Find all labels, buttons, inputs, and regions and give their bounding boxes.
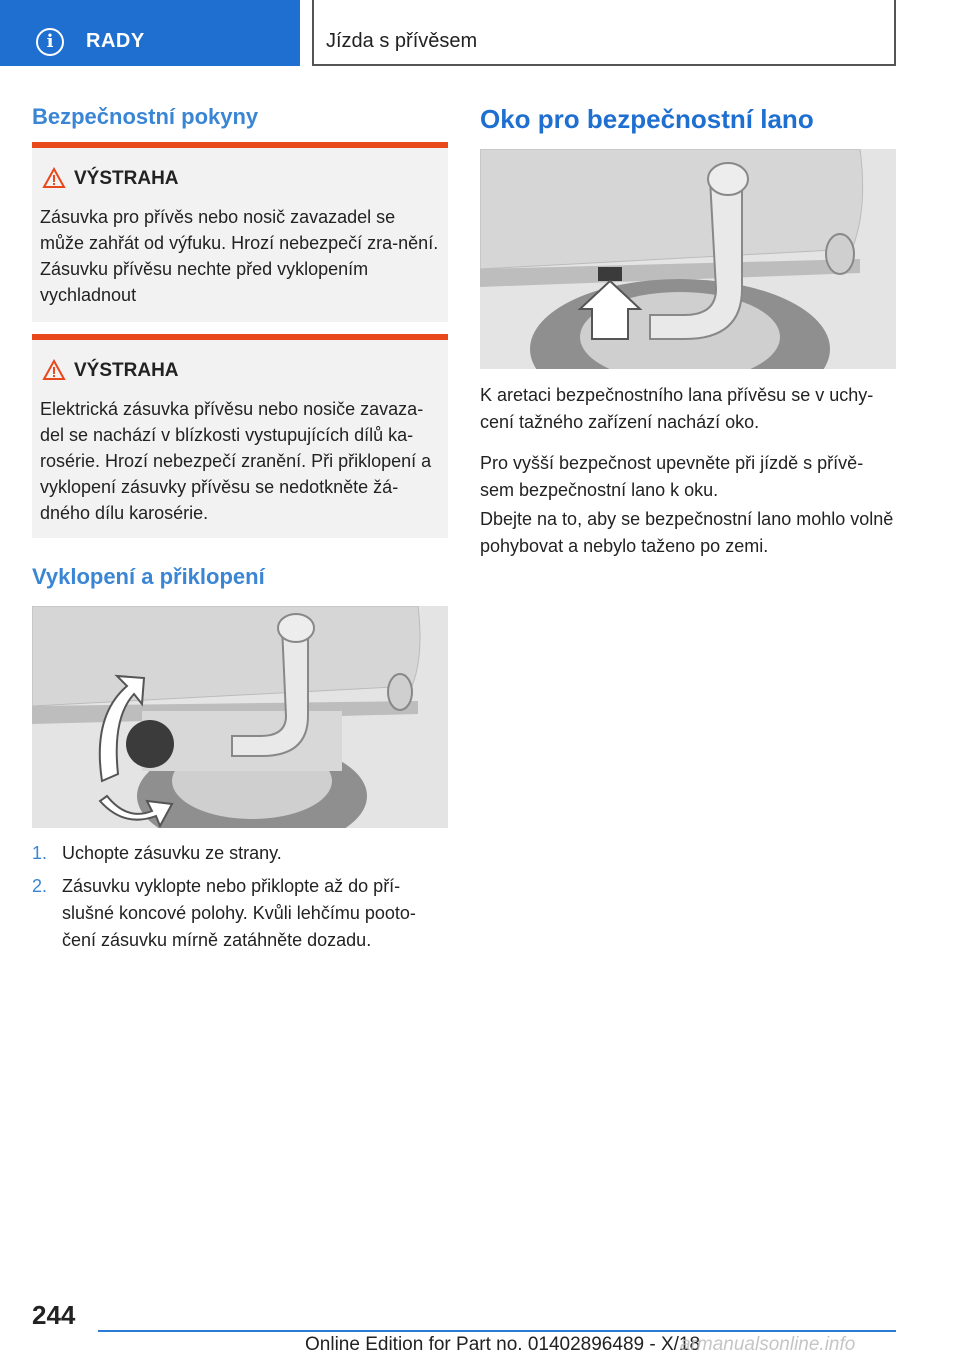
- step-number: 1.: [32, 843, 48, 863]
- steps-list: [32, 840, 448, 960]
- step-item: [32, 873, 448, 954]
- step-number: 2.: [32, 876, 48, 896]
- warning-triangle-icon: [42, 167, 66, 189]
- warning-box-1: [32, 142, 448, 322]
- info-icon: i: [36, 28, 64, 56]
- heading-safety: Bezpečnostní pokyny: [32, 104, 259, 129]
- page-number: 244: [32, 1300, 76, 1330]
- safety-eye-illustration: [480, 149, 896, 369]
- step-text: Uchopte zásuvku ze strany.: [62, 843, 282, 863]
- warning-triangle-icon: [42, 359, 66, 381]
- section-tab[interactable]: [0, 0, 300, 66]
- warning-text-2: Elektrická zásuvka přívěsu nebo nosiče zavaza-del se nachází v blízkosti vystupujících dílů ka-rosérie. Hrozí nebezpečí zranění. Při přiklopení a vyklopení zásuvky přívěsu se nedotkněte žá-dného dílu karosérie.: [40, 399, 432, 523]
- chapter-title: Jízda s přívěsem: [326, 30, 478, 52]
- edition-text: Online Edition for Part no. 01402896489 - X/18: [305, 1334, 701, 1355]
- warning-title-1: VÝSTRAHA: [74, 168, 440, 196]
- heading-fold: Vyklopení a přiklopení: [32, 564, 265, 589]
- watermark: armanualsonline.info: [680, 1334, 856, 1355]
- step-item: [32, 840, 448, 867]
- chapter-tab[interactable]: [312, 0, 896, 66]
- warning-box-2: [32, 334, 448, 538]
- section-label: RADY: [86, 30, 145, 52]
- step-text: Zásuvku vyklopte nebo přiklopte až do pří-slušné koncové polohy. Kvůli lehčímu pooto-čení zásuvku mírně zatáhněte dozadu.: [62, 876, 416, 950]
- tow-socket-illustration: [32, 606, 448, 828]
- footer-divider: [98, 1330, 896, 1332]
- paragraph-1: K aretaci bezpečnostního lana přívěsu se v uchy-cení tažného zařízení nachází oko.: [480, 385, 874, 432]
- warning-title-2: VÝSTRAHA: [74, 360, 440, 388]
- paragraph-3: Dbejte na to, aby se bezpečnostní lano mohlo volně pohybovat a nebylo taženo po zemi.: [480, 509, 894, 556]
- heading-safety-eye: Oko pro bezpečnostní lano: [480, 104, 814, 134]
- paragraph-2: Pro vyšší bezpečnost upevněte při jízdě s přívě-sem bezpečnostní lano k oku.: [480, 453, 864, 500]
- warning-text-1: Zásuvka pro přívěs nebo nosič zavazadel se může zahřát od výfuku. Hrozí nebezpečí zra-nění. Zásuvku přívěsu nechte před vyklopením vychladnout: [40, 207, 439, 305]
